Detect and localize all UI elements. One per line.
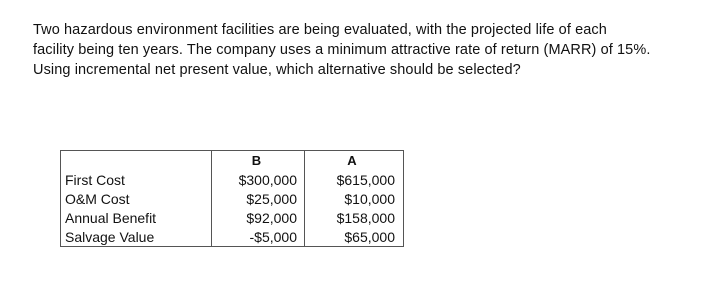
row-label: First Cost bbox=[61, 170, 212, 189]
row-label: Salvage Value bbox=[61, 227, 212, 247]
cell-a-value: $65,000 bbox=[305, 227, 404, 247]
row-label: Annual Benefit bbox=[61, 208, 212, 227]
cell-b-value: $300,000 bbox=[212, 170, 305, 189]
cell-b-value: $25,000 bbox=[212, 189, 305, 208]
table-header-row bbox=[61, 151, 404, 171]
alternatives-table bbox=[60, 150, 404, 247]
cell-a-value: $615,000 bbox=[305, 170, 404, 189]
cell-a-value: $10,000 bbox=[305, 189, 404, 208]
table-row bbox=[61, 227, 404, 247]
cell-a-value: $158,000 bbox=[305, 208, 404, 227]
question-line-1: Two hazardous environment facilities are being evaluated, with the projected life of each bbox=[33, 22, 607, 38]
header-alternative-a: A bbox=[305, 151, 404, 171]
question-text bbox=[33, 20, 713, 80]
table-row bbox=[61, 189, 404, 208]
cell-b-value: $92,000 bbox=[212, 208, 305, 227]
header-alternative-b: B bbox=[212, 151, 305, 171]
question-line-3: Using incremental net present value, which alternative should be selected? bbox=[33, 62, 521, 78]
question-line-2: facility being ten years. The company uses a minimum attractive rate of return (MARR) of 15%. bbox=[33, 42, 651, 58]
row-label: O&M Cost bbox=[61, 189, 212, 208]
cell-b-value: -$5,000 bbox=[212, 227, 305, 247]
table-row bbox=[61, 170, 404, 189]
table-row bbox=[61, 208, 404, 227]
header-label-cell bbox=[61, 151, 212, 171]
